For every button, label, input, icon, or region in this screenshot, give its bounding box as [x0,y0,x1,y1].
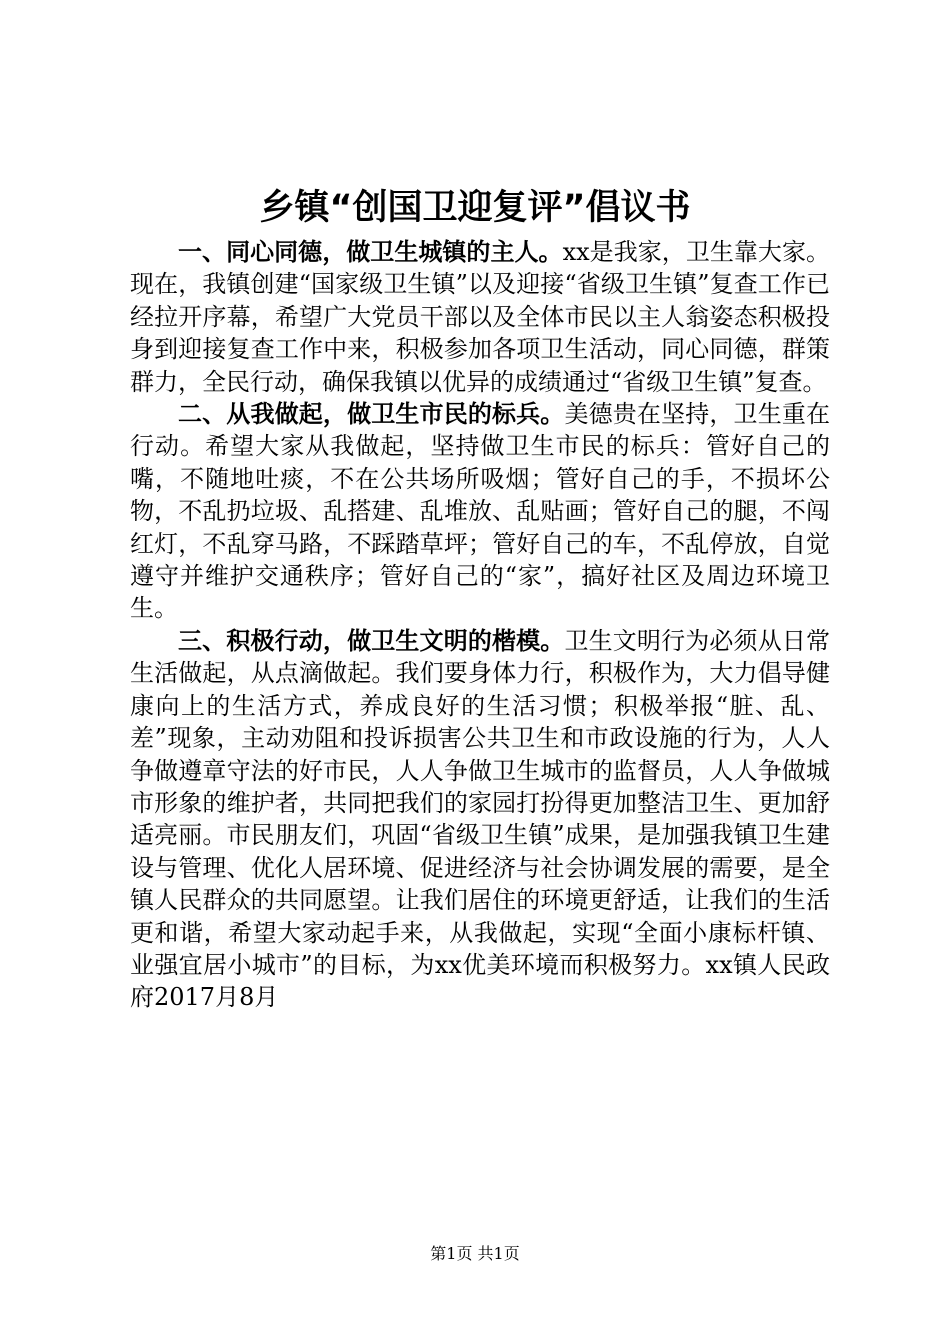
paragraph-3-heading: 三、积极行动，做卫生文明的楷模。 [178,626,565,655]
paragraph-1 [130,236,830,398]
paragraph-1-heading: 一、同心同德，做卫生城镇的主人。 [178,238,563,266]
page-number-footer: 第1页 共1页 [430,1244,520,1263]
paragraph-2 [130,398,830,625]
paragraph-3-text: 卫生文明行为必须从日常生活做起，从点滴做起。我们要身体力行，积极作为，大力倡导健康向上的生活方式，养成良好的生活习惯；积极举报“脏、乱、差”现象，主动劝阻和投诉损害公共卫生和市政设施的行为，人人争做遵章守法的好市民，人人争做卫生城市的监督员，人人争做城市形象的维护者，共同把我们的家园打扮得更加整洁卫生、更加舒适亮丽。市民朋友们，巩固“省级卫生镇”成果，是加强我镇卫生建设与管理、优化人居环境、促进经济与社会协调发展的需要，是全镇人民群众的共同愿望。让我们居住的环境更舒适，让我们的生活更和谐，希望大家动起手来，从我做起，实现“全面小康标杆镇、业强宜居小城市”的目标，为xx优美环境而积极努力。xx镇人民政府2017月8月 [130,626,831,1012]
paragraph-1-text: xx是我家，卫生靠大家。现在，我镇创建“国家级卫生镇”以及迎接“省级卫生镇”复查工作已经拉开序幕，希望广大党员干部以及全体市民以主人翁姿态积极投身到迎接复查工作中来，积极参加各项卫生活动，同心同德，群策群力，全民行动，确保我镇以优异的成绩通过“省级卫生镇”复查。 [130,238,831,396]
paragraph-2-text: 美德贵在坚持，卫生重在行动。希望大家从我做起，坚持做卫生市民的标兵：管好自己的嘴，不随地吐痰，不在公共场所吸烟；管好自己的手，不损坏公物，不乱扔垃圾、乱搭建、乱堆放、乱贴画；管好自己的腿，不闯红灯，不乱穿马路，不踩踏草坪；管好自己的车，不乱停放，自觉遵守并维护交通秩序；管好自己的“家”，搞好社区及周边环境卫生。 [130,400,831,623]
paragraph-3 [130,625,830,1014]
document-body [130,236,830,1014]
paragraph-2-heading: 二、从我做起，做卫生市民的标兵。 [178,400,565,429]
document-title: 乡镇“创国卫迎复评”倡议书 [259,188,691,228]
